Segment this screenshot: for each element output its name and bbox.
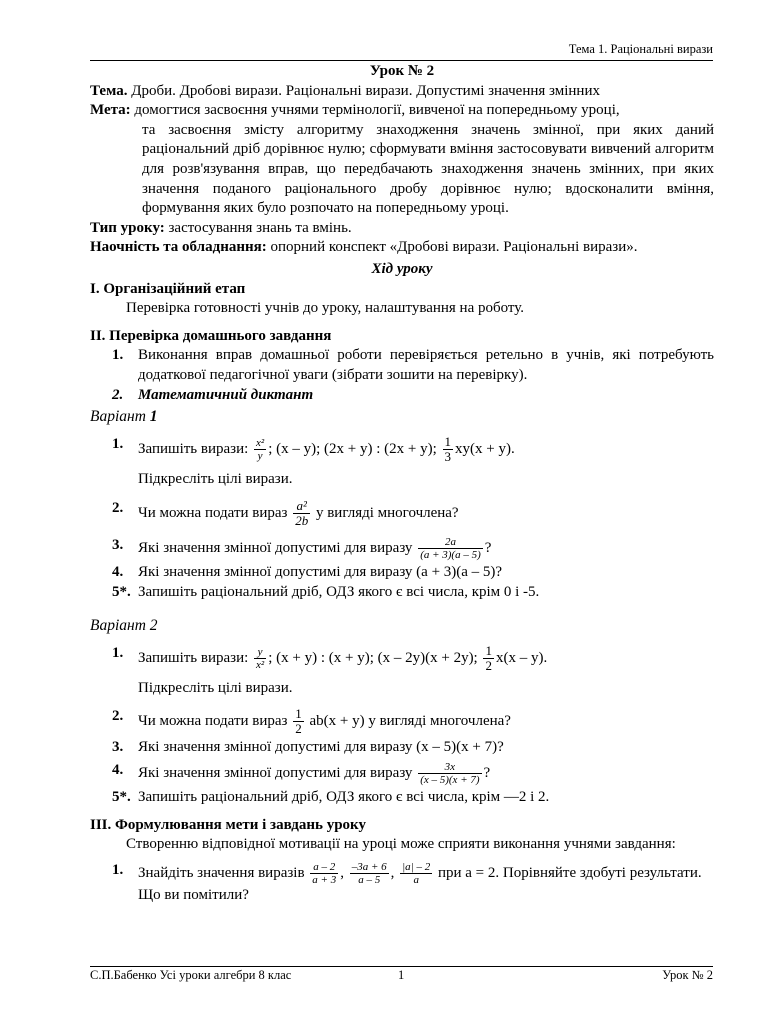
s3-fraction-2: $\frac{-3a + 6}{a - 5}$ bbox=[351, 861, 387, 887]
section-1-text: Перевірка готовності учнів до уроку, налаштування на роботу. bbox=[126, 300, 525, 317]
goal-text: та засвоєння змісту алгоритму знаходження значень змінної, при яких даний раціональний дріб дорівнює нулю; сформувати вміння застосовувати вивчений алгоритм для розв'язування вправ, що передбачають знаходження значень змінних, при яких значення поданого раціонального дробу дорівнює нулю; вдосконалити вміння, формування яких було розпочато на попередньому уроці. bbox=[142, 121, 714, 217]
section-2-title: II. Перевірка домашнього завдання bbox=[90, 327, 332, 344]
v2-question-5: 5*. Запишіть раціональний дріб, ОДЗ якого є всі числа, крім —2 і 2. bbox=[112, 789, 550, 806]
visuals-text: опорний конспект «Дробові вирази. Раціональні вирази». bbox=[266, 239, 638, 256]
footer-page-number: 1 bbox=[398, 968, 405, 982]
goal-label: Мета: bbox=[90, 102, 131, 119]
goal-block bbox=[90, 101, 714, 219]
v1-q1-underline-note: Підкресліть цілі вирази. bbox=[138, 470, 293, 487]
section-2-item-2: 2. Математичний диктант bbox=[112, 386, 314, 403]
v1-question-2: 2. Чи можна подати вираз $\frac{\text{a²}}{2b}$ у вигляді многочлена? bbox=[112, 498, 459, 529]
section-3-title: III. Формулювання мети і завдань уроку bbox=[90, 816, 366, 833]
footer-lesson: Урок № 2 bbox=[662, 968, 713, 982]
lesson-type-text: застосування знань та вмінь. bbox=[164, 219, 352, 236]
visuals-label: Наочність та обладнання: bbox=[90, 239, 267, 256]
lesson-type-line bbox=[90, 219, 714, 239]
v1-question-3: 3. Які значення змінної допустимі для виразу $\frac{2a}{(a + 3)(a - 5)}$ ? bbox=[112, 536, 492, 562]
s3-fraction-3: $\frac{|a| - 2}{a}$ bbox=[402, 861, 431, 887]
lesson-type-label: Тип уроку: bbox=[90, 219, 165, 236]
section-3-item-1: 1. Знайдіть значення виразів $\frac{a - 2}{a + 3}$ , $\frac{-3a + 6}{a - 5}$ , $\frac{|a| - 2}{a}$ при a = 2. Порівняйте здобуті результати. Що ви помітили? bbox=[112, 861, 702, 904]
v1-question-4: 4. Які значення змінної допустимі для виразу (a + 3)(a – 5)? bbox=[112, 564, 503, 581]
variant-2-title: Варіант 2 bbox=[90, 617, 158, 635]
running-header: Тема 1. Раціональні вирази bbox=[568, 42, 713, 56]
v1-q1-fraction-1: $\frac{\text{x²}}{y}$ bbox=[256, 436, 265, 462]
v2-question-1: 1. Запишіть вирази: $\frac{y}{\text{x²}}$ ; (x + y) : (x + y); (x – 2y)(x + 2y); $\frac{1}{2}$ x(x – y). Підкресліть цілі вирази. bbox=[90, 644, 714, 699]
footer-divider bbox=[90, 966, 713, 967]
v1-question-5: 5*. Запишіть раціональний дріб, ОДЗ якого є всі числа, крім 0 і -5. bbox=[112, 583, 540, 600]
variant-1-title: Варіант 1 bbox=[90, 408, 158, 426]
v2-question-4: 4. Які значення змінної допустимі для виразу $\frac{3x}{(x - 5)(x + 7)}$ ? bbox=[112, 761, 491, 787]
visuals-line bbox=[90, 238, 714, 258]
v1-q1-fraction-2: $\frac{1}{3}$ bbox=[444, 433, 452, 464]
header-divider bbox=[90, 60, 713, 61]
v2-q1-underline-note: Підкресліть цілі вирази. bbox=[138, 680, 293, 697]
v2-q1-fraction-1: $\frac{y}{\text{x²}}$ bbox=[256, 646, 265, 672]
v1-q2-fraction: $\frac{\text{a²}}{2b}$ bbox=[295, 498, 309, 529]
v2-q2-fraction: $\frac{1}{2}$ bbox=[295, 705, 302, 736]
v2-question-2: 2. Чи можна подати вираз $\frac{1}{2}$ ab(x + y) у вигляді многочлена? bbox=[112, 705, 511, 736]
v2-q4-fraction: $\frac{3x}{(x - 5)(x + 7)}$ bbox=[420, 761, 480, 787]
topic-label: Тема. bbox=[90, 82, 128, 99]
section-2-item-1: 1. Виконання вправ домашньої роботи перевіряється ретельно в учнів, які потребують додаткової педагогічної уваги (зібрати зошити на перевірку). bbox=[112, 347, 714, 383]
section-1-title: І. Організаційний етап bbox=[90, 280, 246, 297]
section-3-intro: Створенню відповідної мотивації на уроці може сприяти виконання учнями завдання: bbox=[126, 836, 676, 853]
topic-text: Дроби. Дробові вирази. Раціональні вирази. Допустимі значення змінних bbox=[127, 82, 600, 99]
v2-q1-fraction-2: $\frac{1}{2}$ bbox=[485, 643, 492, 674]
v1-q3-fraction: $\frac{2a}{(a + 3)(a - 5)}$ bbox=[420, 536, 481, 562]
topic-line bbox=[90, 82, 714, 102]
progress-title: Хід уроку bbox=[371, 260, 433, 277]
footer-author: С.П.Бабенко Усі уроки алгебри 8 клас bbox=[90, 968, 292, 982]
goal-line-1: домогтися засвоєння учнями термінології, вивченої на попередньому уроці, bbox=[130, 102, 620, 119]
v2-question-3: 3. Які значення змінної допустимі для виразу (x – 5)(x + 7)? bbox=[112, 738, 504, 755]
lesson-content bbox=[90, 62, 714, 906]
v1-question-1: 1. Запишіть вирази: $\frac{\text{x²}}{y}$ ; (x – y); (2x + y) : (2x + y); $\frac{1}{3}$ xy(x + y). Підкресліть цілі вирази. bbox=[90, 435, 714, 490]
lesson-title: Урок № 2 bbox=[369, 63, 435, 79]
s3-fraction-1: $\frac{a - 2}{a + 3}$ bbox=[312, 861, 337, 887]
